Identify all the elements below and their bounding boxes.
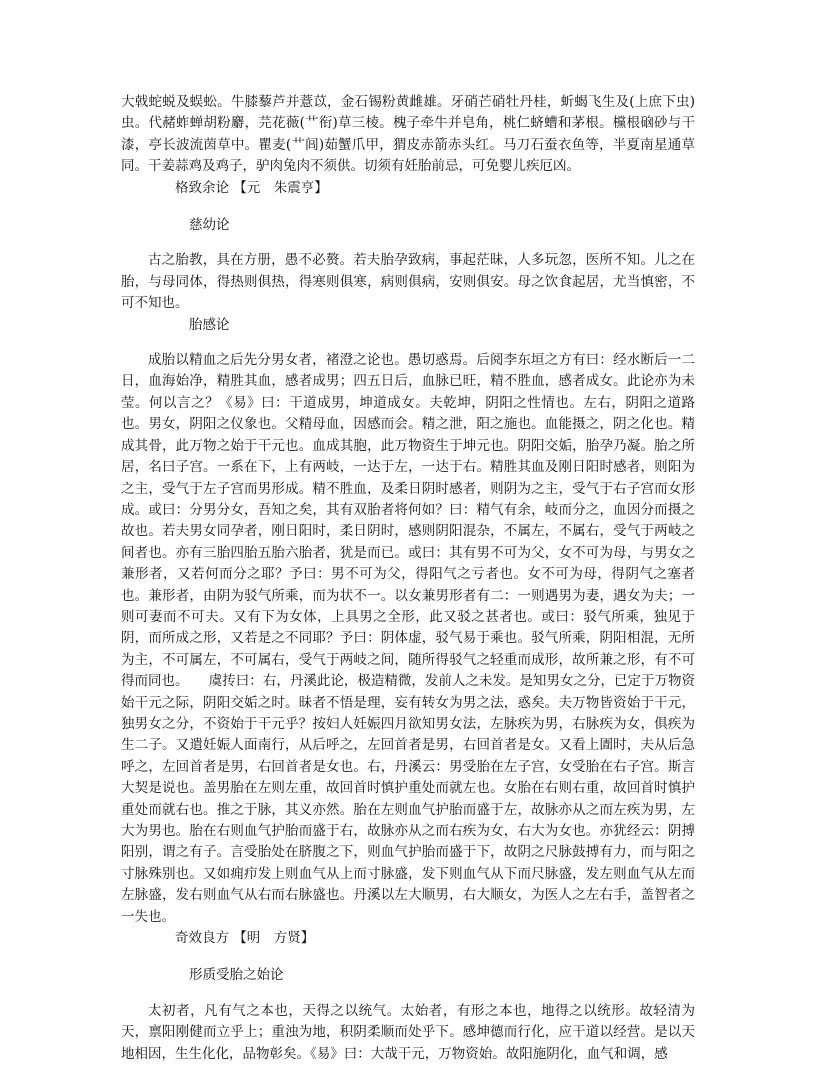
section-heading-xingzhi: 形质受胎之始论	[189, 967, 284, 984]
section-heading-taigan: 胎感论	[189, 316, 230, 333]
taigan-paragraph: 成胎以精血之后先分男女者，褚澄之论也。愚切惑焉。后阅李东垣之方有曰：经水断后一二日，血海始净，精胜其血，感者成男；四五日后，血脉已旺，精不胜血，感者成女。此论亦为未莹。何以言之？《易》曰：干道成男，坤道成女。夫乾坤，阴阳之性情也。左右，阴阳之道路也。男女，阴阳之仪象也。父精母血，因感而会。精之泄，阳之施也。血能摄之，阴之化也。精成其骨，此万物之始于干元也。血成其胞，此万物资生于坤元也。阴阳交姤，胎孕乃凝。胎之所居，名曰子宫。一系在下，上有两岐，一达于左，一达于右。精胜其血及刚日阳时感者，则阳为之主，受气于左子宫而男形成。精不胜血，及柔日阴时感者，则阴为之主，受气于右子宫而女形成。或曰：分男分女，吾知之矣，其有双胎者将何如？曰：精气有余，岐而分之，血因分而摄之故也。若夫男女同孕者，刚日阳时，柔日阴时，感则阴阳混杂，不属左，不属右，受气于两岐之间者也。亦有三胎四胎五胎六胎者，犹是而已。或曰：其有男不可为父，女不可为母，与男女之兼形者，又若何而分之耶？予曰：男不可为父，得阳气之亏者也。女不可为母，得阴气之塞者也。兼形者，由阴为驳气所乘，而为状不一。以女兼男形者有二：一则遇男为妻，遇女为夫；一则可妻而不可夫。又有下为女体，上具男之全形，此又驳之甚者也。或曰：驳气所乘，独见于阴，而所成之形，又若是之不同耶？予曰：阴体虚，驳气易于乘也。驳气所乘，阴阳相混，无所为主，不可属左，不可属右，受气于两岐之间，随所得驳气之轻重而成形，故所兼之形，有不可得而同也。 虞抟曰：右，丹溪此论，极造精微，发前人之未发。是知男女之分，已定于万物资始干元之际，阴阳交姤之时。昧者不悟是理，妄有转女为男之法，惑矣。夫万物皆资始于干元，独男女之分，不资始于干元乎？按妇人妊娠四月欲知男女法，左脉疾为男，右脉疾为女，俱疾为生二子。又遣妊娠人面南行，从后呼之，左回首者是男，右回首者是女。又看上圊时，夫从后急呼之，左回首者是男，右回首者是女也。右，丹溪云：男受胎在左子宫，女受胎在右子宫。斯言大契是说也。盖男胎在左则左重，故回首时慎护重处而就左也。女胎在右则右重，故回首时慎护重处而就右也。推之于脉，其义亦然。胎在左则血气护胎而盛于左，故脉亦从之而左疾为男，左大为男也。胎在右则血气护胎而盛于右，故脉亦从之而右疾为女，右大为女也。亦犹经云：阴搏阳别，谓之有子。言受胎处在脐腹之下，则血气护胎而盛于下，故阴之尺脉鼓搏有力，而与阳之寸脉殊别也。又如痈疖发上则血气从上而寸脉盛，发下则血气从下而尺脉盛，发左则血气从左而左脉盛，发右则血气从右而右脉盛也。丹溪以左大顺男，右大顺女，为医人之左右手，盖智者之一失也。	[121, 352, 695, 925]
herb-list-paragraph: 大戟蛇蜕及蜈蚣。牛膝藜芦并薏苡，金石锡粉黄雌雄。牙硝芒硝牡丹桂，蚚蝎飞生及(上庶下虫)虫。代赭蚱蝉胡粉麝，芫花薇(艹衔)草三棱。槐子牵牛并皂角，桃仁蛴螬和茅根。欓根硇砂与干漆，亭长波流茵草中。瞿麦(艹闾)茹蟹爪甲，猬皮赤箭赤头红。马刀石蚕衣鱼等，半夏南星通草同。干姜蒜鸡及鸡子，驴肉兔肉不须供。切须有妊胎前忌，可免婴儿疾厄凶。	[121, 94, 695, 175]
source-citation-qixiao: 奇效良方 【明 方贤】	[175, 930, 315, 947]
source-citation-gezhi: 格致余论 【元 朱震亨】	[175, 179, 328, 196]
section-heading-ciyou: 慈幼论	[189, 217, 230, 234]
document-page	[121, 92, 695, 1065]
xingzhi-paragraph: 太初者，凡有气之本也，天得之以统气。太始者，有形之本也，地得之以统形。故轻清为天，禀阳刚健而立乎上；重浊为地，积阴柔顺而处乎下。感坤德而行化，应干道以经营。是以天地相因，生生化化，品物彰矣。《易》曰：大哉干元，万物资始。故阳施阴化，血气和调，感	[121, 1002, 695, 1062]
ciyou-paragraph: 古之胎教，具在方册，愚不必赘。若夫胎孕致病，事起茫昧，人多玩忽，医所不知。儿之在胎，与母同体，得热则俱热，得寒则俱寒，病则俱病，安则俱安。母之饮食起居，尤当慎密，不可不知也。	[121, 252, 695, 312]
